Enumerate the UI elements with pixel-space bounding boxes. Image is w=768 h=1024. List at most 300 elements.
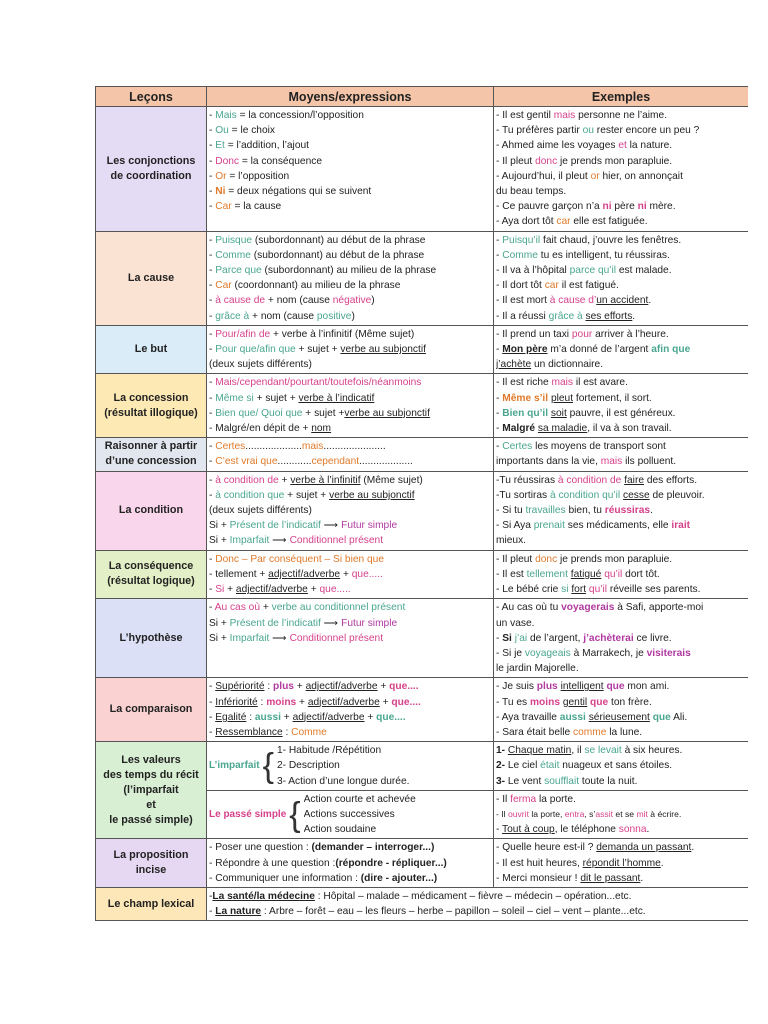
text-segment: . <box>648 295 652 307</box>
exemples-cell <box>494 839 749 888</box>
moyens-cell <box>207 550 494 599</box>
text-segment: , il va à son travail. <box>587 423 672 435</box>
text-segment: 1- <box>496 745 508 757</box>
text-segment: - <box>209 265 216 277</box>
example-line <box>496 488 746 503</box>
lesson-cell <box>96 107 207 232</box>
text-segment: un accident <box>596 295 649 307</box>
list-item: 1- Habitude /Répétition <box>276 745 382 757</box>
text-segment: ses médicaments, elle <box>564 520 672 532</box>
text-segment: - Malgré/en dépit de + <box>209 423 312 435</box>
text-segment: + <box>278 474 291 486</box>
example-line <box>496 327 746 342</box>
text-segment: = l’addition, l’ajout <box>224 140 309 152</box>
text-segment: Si <box>215 584 225 596</box>
text-segment: Si + <box>209 632 230 644</box>
text-segment: - Tu es <box>496 696 530 708</box>
text-segment: - <box>209 584 216 596</box>
example-line <box>496 582 746 597</box>
text-segment: que..... <box>351 568 383 580</box>
text-segment: + <box>307 584 320 596</box>
text-segment: que..... <box>319 584 351 596</box>
text-segment: ils polluent. <box>622 456 677 468</box>
text-segment: adjectif/adverbe <box>292 711 365 723</box>
text-segment: - Poser une question : <box>209 842 312 854</box>
example-line <box>496 871 746 886</box>
text-segment: + nom (cause <box>265 295 333 307</box>
example-line <box>496 199 746 214</box>
moyens-line <box>209 357 491 372</box>
text-segment: pour <box>571 328 593 340</box>
text-segment: était <box>540 760 560 772</box>
text-segment: donc <box>535 155 558 167</box>
text-segment: - <box>209 489 216 501</box>
text-segment: à condition que <box>215 489 285 501</box>
moyens-line <box>209 582 491 597</box>
example-line <box>496 108 746 123</box>
text-segment: à cause d’ <box>549 295 597 307</box>
example-line <box>496 123 746 138</box>
table-row <box>96 325 749 374</box>
text-segment: pleut <box>550 392 574 404</box>
text-segment: + <box>340 568 352 580</box>
example-line <box>496 233 746 248</box>
text-segment: - <box>496 423 503 435</box>
imparfait-label: L’imparfait <box>209 760 260 772</box>
text-segment: à condition de <box>215 474 279 486</box>
text-segment: = la conséquence <box>239 155 323 167</box>
text-segment: - Il prend un taxi <box>496 328 572 340</box>
text-segment: il est fatigué. <box>558 280 619 292</box>
example-line <box>496 439 746 454</box>
text-segment: - Au cas où tu <box>496 602 562 614</box>
text-segment: Certes <box>215 441 246 453</box>
lesson-cell <box>96 839 207 888</box>
text-segment: - <box>209 441 216 453</box>
text-segment: adjectif/adverbe <box>235 584 308 596</box>
moyens-line <box>209 631 491 646</box>
moyens-line <box>209 518 491 533</box>
moyens-line <box>209 342 491 357</box>
text-segment: (subordonnant) au début de la phrase <box>252 234 426 246</box>
text-segment: - <box>209 392 216 404</box>
text-segment: sonna <box>618 824 647 836</box>
list-item: Actions successives <box>303 808 395 820</box>
lesson-label: Le but <box>134 343 168 356</box>
text-segment: - Communiquer une information : <box>209 872 361 884</box>
text-segment: Conditionnel présent <box>289 632 384 644</box>
moyens-line <box>209 488 491 503</box>
text-segment: - <box>209 280 216 292</box>
table-row <box>96 599 749 678</box>
text-segment: + sujet + <box>284 489 330 501</box>
text-segment: (coordonnant) au milieu de la phrase <box>231 280 401 292</box>
text-segment: - <box>209 310 216 322</box>
text-segment: moins <box>529 696 560 708</box>
example-line <box>496 807 746 822</box>
text-segment: Certes <box>502 441 533 453</box>
text-segment: toute la nuit. <box>579 775 638 787</box>
list-item: 2- Description <box>276 760 340 772</box>
text-segment: . <box>660 857 664 869</box>
text-segment: - <box>496 344 503 356</box>
moyens-cell <box>207 599 494 678</box>
text-segment: parce qu’il <box>569 265 617 277</box>
lesson-label: La concession <box>113 391 189 404</box>
text-segment: aussi <box>559 711 586 723</box>
text-segment: . <box>646 824 650 836</box>
text-segment: - <box>209 295 216 307</box>
lesson-label: La proposition <box>113 849 189 862</box>
text-segment: dort tôt. <box>622 568 660 580</box>
text-segment: verbe au conditionnel présent <box>271 602 406 614</box>
text-segment: ton frère. <box>608 696 652 708</box>
moyens-line <box>209 454 491 469</box>
text-segment: . <box>650 505 653 517</box>
moyens-cell <box>207 374 494 438</box>
text-segment: Imparfait <box>229 632 270 644</box>
text-segment: répondit l’homme <box>582 857 661 869</box>
text-segment: - <box>209 110 216 121</box>
text-segment: irait <box>671 520 691 532</box>
moyens-line <box>209 710 491 725</box>
example-line <box>496 679 746 694</box>
text-segment: grâce à <box>215 310 250 322</box>
text-segment: - <box>496 441 503 453</box>
text-segment: - <box>209 553 216 565</box>
text-segment: je prends mon parapluie. <box>557 155 673 167</box>
text-segment: à écrire. <box>647 808 682 819</box>
text-segment: ................... <box>359 456 413 468</box>
text-segment: - <box>496 392 503 404</box>
text-segment: : <box>264 681 274 693</box>
text-segment: verbe au subjonctif <box>329 489 415 501</box>
text-segment: - <box>209 249 216 261</box>
text-segment: cependant <box>311 456 360 468</box>
text-segment: (dire - ajouter...) <box>360 872 438 884</box>
table-row-valeurs-imparfait <box>96 742 749 791</box>
text-segment: à Marrakech, je <box>570 647 647 659</box>
example-line <box>496 856 746 871</box>
text-segment: - Aya travaille <box>496 711 560 723</box>
moyens-cell <box>207 325 494 374</box>
moyens-cell <box>207 438 494 471</box>
text-segment: or <box>590 170 600 182</box>
text-segment: - Il est <box>496 568 527 580</box>
text-segment: elle est fatiguée. <box>570 216 648 228</box>
text-segment: (Même sujet) <box>360 474 423 486</box>
example-line <box>496 631 746 646</box>
moyens-line <box>209 725 491 740</box>
moyens-line <box>209 184 491 199</box>
moyens-line <box>209 123 491 138</box>
moyens-cell <box>207 839 494 888</box>
passe-simple-label: Le passé simple <box>209 808 287 820</box>
text-segment: ⟶ <box>320 520 342 532</box>
table-row <box>96 887 749 920</box>
example-line <box>496 184 746 199</box>
text-segment: La santé/la médecine <box>212 890 315 902</box>
text-segment: - Il dort tôt <box>496 280 545 292</box>
text-segment: adjectif/adverbe <box>305 681 378 693</box>
moyens-cell <box>207 678 494 742</box>
text-segment: - <box>209 681 216 693</box>
moyens-line <box>209 552 491 567</box>
text-segment: Infériorité <box>215 696 258 708</box>
example-line <box>496 169 746 184</box>
text-segment: bien, tu <box>565 505 605 517</box>
moyens-cell <box>207 790 494 839</box>
text-segment: Malgré <box>502 423 536 435</box>
text-segment: Bien que/ Quoi que <box>215 407 303 419</box>
text-segment: plus <box>536 681 558 693</box>
text-segment: réussiras <box>604 505 651 517</box>
lesson-cell <box>96 550 207 599</box>
text-segment: - Si tu <box>496 505 526 517</box>
table-row <box>96 231 749 325</box>
text-segment: - <box>209 456 216 468</box>
text-segment: Si <box>502 632 512 644</box>
text-segment: Si + <box>209 535 230 547</box>
text-segment: Puisque <box>215 234 253 246</box>
text-segment: Le vent <box>507 775 545 787</box>
text-segment: si <box>561 584 569 596</box>
text-segment: que.... <box>391 696 421 708</box>
moyens-line <box>209 600 491 615</box>
text-segment: - <box>209 125 216 137</box>
table-row <box>96 550 749 599</box>
text-segment: Egalité <box>215 711 247 723</box>
text-segment: plus <box>273 681 294 693</box>
text-segment: que.... <box>376 711 406 723</box>
example-line <box>496 758 746 773</box>
imparfait-block <box>209 743 491 789</box>
text-segment: mère. <box>646 201 676 213</box>
text-segment: soit <box>550 407 567 419</box>
text-segment: - Je suis <box>496 681 537 693</box>
text-segment: + <box>377 681 390 693</box>
example-line <box>496 454 746 469</box>
text-segment: (répondre - répliquer...) <box>335 857 447 869</box>
moyens-line <box>209 439 491 454</box>
text-segment: Pour que/afin que <box>215 344 296 356</box>
example-line <box>496 822 746 837</box>
text-segment: moins <box>266 696 297 708</box>
example-line <box>496 473 746 488</box>
text-segment: .................... <box>245 441 302 453</box>
text-segment: - Aya dort tôt <box>496 216 557 228</box>
lesson-label: le passé simple) <box>109 813 193 826</box>
exemples-cell <box>494 790 749 839</box>
example-line <box>496 695 746 710</box>
text-segment: fortement, il sort. <box>573 392 652 404</box>
text-segment: ) <box>371 295 375 307</box>
moyens-line <box>209 695 491 710</box>
text-segment: Tout à coup <box>502 824 555 836</box>
text-segment: = l’opposition <box>226 170 290 182</box>
example-line <box>496 342 746 357</box>
text-segment: à condition de <box>557 474 622 486</box>
table-row <box>96 438 749 471</box>
text-segment: - <box>209 234 216 246</box>
text-segment: car <box>544 280 559 292</box>
text-segment: - Tu préfères partir <box>496 125 583 137</box>
example-line <box>496 600 746 615</box>
text-segment: que.... <box>389 681 419 693</box>
text-segment: : <box>257 696 267 708</box>
text-segment: cesse <box>623 489 650 501</box>
text-segment: + sujet + <box>253 392 299 404</box>
example-line <box>496 725 746 740</box>
example-line <box>496 357 746 372</box>
text-segment: - Le bébé crie <box>496 584 562 596</box>
text-segment: des efforts. <box>644 474 698 486</box>
table-row <box>96 374 749 438</box>
text-segment: - <box>496 824 503 836</box>
lesson-label: d’une concession <box>105 455 197 468</box>
text-segment: - Il est gentil <box>496 110 554 121</box>
text-segment: personne ne l’aime. <box>575 110 668 121</box>
text-segment: mon ami. <box>624 681 670 693</box>
text-segment: . <box>632 310 636 322</box>
text-segment: fait chaud, j’ouvre les fenêtres. <box>540 234 682 246</box>
lesson-cell <box>96 231 207 325</box>
text-segment: ⟶ <box>320 617 342 629</box>
example-line <box>496 391 746 406</box>
text-segment: + <box>259 602 272 614</box>
text-segment: mais <box>551 377 573 389</box>
moyens-line <box>209 199 491 214</box>
text-segment: Ali. <box>670 711 688 723</box>
lesson-label: des temps du récit <box>103 768 199 781</box>
text-segment: verbe à l’indicatif <box>298 392 375 404</box>
example-line <box>496 263 746 278</box>
example-line <box>496 743 746 758</box>
example-line <box>496 710 746 725</box>
text-segment: - Sara était belle <box>496 726 574 738</box>
text-segment: j’achète <box>496 359 532 371</box>
text-segment: (deux sujets différents) <box>209 505 312 517</box>
text-segment: verbe au subjonctif <box>344 407 430 419</box>
exemples-cell <box>494 107 749 232</box>
text-segment: - Il est riche <box>496 377 552 389</box>
exemples-cell <box>494 599 749 678</box>
text-segment: voyageais <box>524 647 571 659</box>
text-segment: un vase. <box>496 617 535 629</box>
lesson-cell <box>96 887 207 920</box>
example-line <box>496 214 746 229</box>
text-segment: - <box>209 328 216 340</box>
moyens-cell <box>207 231 494 325</box>
text-segment: hier, on annonçait <box>599 170 683 182</box>
bottom-fade <box>95 930 748 942</box>
text-segment: C’est vrai que <box>215 456 278 468</box>
text-segment: - Il est huit heures, <box>496 857 583 869</box>
text-segment: dit le passant <box>580 872 641 884</box>
text-segment: père <box>611 201 638 213</box>
text-segment: - Aujourd’hui, il pleut <box>496 170 591 182</box>
text-segment: m’a donné de l’argent <box>547 344 652 356</box>
example-line <box>496 406 746 421</box>
table-row <box>96 839 749 888</box>
example-line <box>496 138 746 153</box>
text-segment: - <box>209 140 216 152</box>
moyens-line <box>209 248 491 263</box>
exemples-cell <box>494 438 749 471</box>
text-segment: Conditionnel présent <box>289 535 384 547</box>
passe-simple-list <box>304 792 416 838</box>
text-segment: + nom (cause <box>249 310 317 322</box>
moyens-line <box>209 421 491 436</box>
text-segment: + sujet + <box>302 407 345 419</box>
text-segment: Ou <box>215 125 229 137</box>
text-segment: - Il va à l’hôpital <box>496 265 570 277</box>
text-segment: - <box>496 632 503 644</box>
text-segment: - <box>209 201 216 213</box>
lexical-line <box>209 904 746 919</box>
text-segment: Parce que <box>215 265 262 277</box>
text-segment: - <box>209 726 216 738</box>
text-segment: mais <box>600 456 623 468</box>
moyens-cell <box>207 471 494 550</box>
text-segment: + sujet + <box>295 344 341 356</box>
text-segment: - <box>209 155 216 167</box>
lesson-cell <box>96 599 207 678</box>
text-segment: , s’ <box>584 808 596 819</box>
moyens-line <box>209 154 491 169</box>
text-segment: : Arbre – forêt – eau – les fleurs – herbe – papillon – soleil – ciel – vent – plante...etc. <box>261 906 646 918</box>
text-segment: Supériorité <box>215 681 265 693</box>
text-segment: + <box>224 584 236 596</box>
text-segment: - <box>209 186 216 198</box>
moyens-line <box>209 263 491 278</box>
text-segment: - tellement + <box>209 568 269 580</box>
text-segment: à condition qu’il <box>549 489 621 501</box>
text-segment: - Il <box>496 808 508 819</box>
text-segment: , le téléphone <box>554 824 619 836</box>
text-segment: demanda un passant <box>596 842 692 854</box>
text-segment: que <box>652 711 671 723</box>
lesson-label: Les conjonctions <box>106 154 196 167</box>
lesson-label: (résultat illogique) <box>104 406 198 419</box>
moyens-line <box>209 293 491 308</box>
text-segment: la porte, <box>528 808 565 819</box>
lesson-cell <box>96 438 207 471</box>
text-segment: - <box>209 377 216 389</box>
text-segment: tu es intelligent, tu réussiras. <box>537 249 670 261</box>
text-segment: 3- <box>496 775 508 787</box>
table-row <box>96 471 749 550</box>
text-segment: Donc <box>215 155 240 167</box>
text-segment: positive <box>316 310 352 322</box>
exemples-cell <box>494 471 749 550</box>
example-line <box>496 552 746 567</box>
text-segment: - <box>496 407 503 419</box>
brace-icon: { <box>262 746 274 785</box>
text-segment: (deux sujets différents) <box>209 359 312 371</box>
text-segment: aussi <box>254 711 281 723</box>
text-segment: verbe à l’infinitif <box>290 474 361 486</box>
text-segment: j’ai <box>514 632 528 644</box>
text-segment: Mais/cependant/pourtant/toutefois/néanmoins <box>215 377 422 389</box>
lesson-label: Raisonner à partir <box>104 440 198 453</box>
exemples-cell <box>494 550 749 599</box>
exemples-cell <box>494 374 749 438</box>
text-segment: : Hôpital – malade – médicament – fièvre – médecin – opération...etc. <box>314 890 632 902</box>
text-segment: + <box>296 696 308 708</box>
text-segment: Ressemblance <box>215 726 283 738</box>
lesson-cell <box>96 471 207 550</box>
